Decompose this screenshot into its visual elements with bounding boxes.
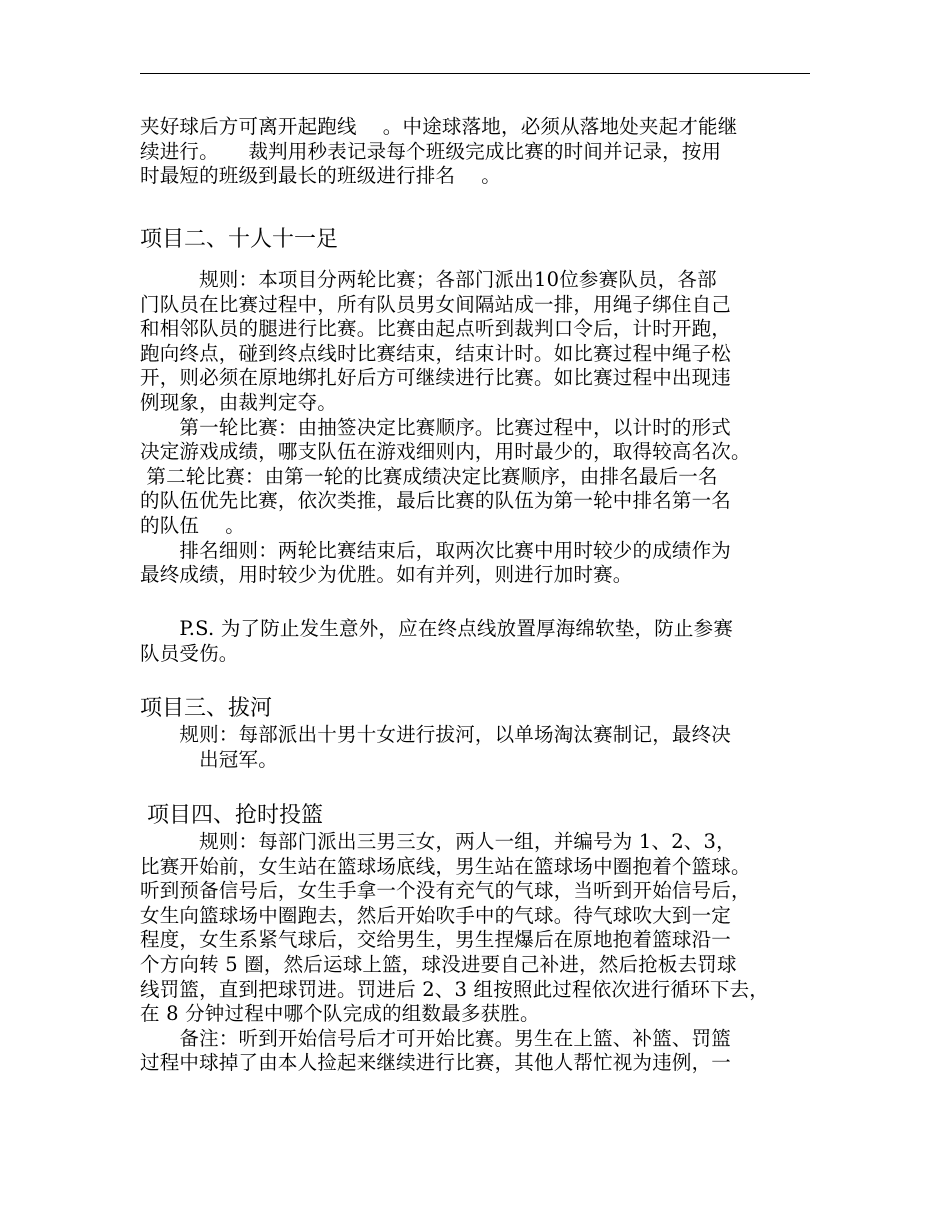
text-line: 夹好球后方可离开起跑线 。中途球落地，必须从落地处夹起才能继 [140,115,738,138]
text-line: 备注：听到开始信号后才可开始比赛。男生在上篮、补篮、罚篮 [140,1026,732,1050]
text-line: 续进行。 裁判用秒表记录每个班级完成比赛的时间并记录，按用 [140,139,722,163]
text-line: 第一轮比赛：由抽签决定比赛顺序。比赛过程中，以计时的形式 [140,415,732,439]
section-3-rules [140,723,820,772]
header-rule [140,73,810,74]
section-2-rules [140,268,820,588]
text-line: 和相邻队员的腿进行比赛。比赛由起点听到裁判口令后，计时开跑， [140,317,732,341]
text-line: 在 8 分钟过程中哪个队完成的组数最多获胜。 [140,1002,540,1026]
text-line: 出冠军。 [140,747,278,771]
text-line: 开，则必须在原地绑扎好后方可继续进行比赛。如比赛过程中出现违 [140,366,732,390]
section-2 [140,226,820,254]
text-line: 个方向转 5 圈，然后运球上篮，球没进要自己补进，然后抢板去罚球 [140,952,737,976]
text-line: 规则：每部门派出三男三女，两人一组，并编号为 1、2、3， [140,830,736,853]
text-line: P.S. 为了防止发生意外，应在终点线放置厚海绵软垫，防止参赛 [140,617,734,640]
section-3 [140,695,820,723]
section-4-rules [140,830,820,1076]
section-3-title: 项目三、拔河 [140,696,273,721]
text-line: 比赛开始前，女生站在篮球场底线，男生站在篮球场中圈抱着个篮球。 [140,854,751,878]
text-line: 门队员在比赛过程中，所有队员男女间隔站成一排，用绳子绑住自己 [140,292,732,316]
text-line: 最终成绩，用时较少为优胜。如有并列，则进行加时赛。 [140,563,633,587]
section-2-ps [140,617,820,666]
section-2-title: 项目二、十人十一足 [140,227,339,252]
section-4-title: 项目四、抢时投篮 [140,803,323,828]
text-line: 女生向篮球场中圈跑去，然后开始吹手中的气球。待气球吹大到一定 [140,903,732,927]
text-line: 跑向终点，碰到终点线时比赛结束，结束计时。如比赛过程中绳子松 [140,341,732,365]
text-line: 过程中球掉了由本人捡起来继续进行比赛，其他人帮忙视为违例，一 [140,1051,732,1075]
text-line: 第二轮比赛：由第一轮的比赛成绩决定比赛顺序，由排名最后一名 [140,464,718,488]
text-line: 决定游戏成绩，哪支队伍在游戏细则内，用时最少的，取得较高名次。 [140,440,751,464]
text-line: 规则：每部派出十男十女进行拔河，以单场淘汰赛制记，最终决 [140,723,732,746]
text-line: 线罚篮，直到把球罚进。罚进后 2、3 组按照此过程依次进行循环下去， [140,977,770,1001]
section-4 [140,802,820,830]
intro-paragraph [140,115,820,189]
text-line: 的队伍 。 [140,513,245,537]
text-line: 例现象，由裁判定夺。 [140,390,338,414]
text-line: 的队伍优先比赛，依次类推，最后比赛的队伍为第一轮中排名第一名 [140,489,732,513]
text-line: 队员受伤。 [140,641,239,665]
text-line: 程度，女生系紧气球后，交给男生，男生捏爆后在原地抱着篮球沿一 [140,928,732,952]
text-line: 排名细则：两轮比赛结束后，取两次比赛中用时较少的成绩作为 [140,538,732,562]
text-line: 听到预备信号后，女生手拿一个没有充气的气球，当听到开始信号后， [140,879,751,903]
text-line: 规则：本项目分两轮比赛；各部门派出10位参赛队员，各部 [140,268,717,291]
text-line: 时最短的班级到最长的班级进行排名 。 [140,164,501,188]
